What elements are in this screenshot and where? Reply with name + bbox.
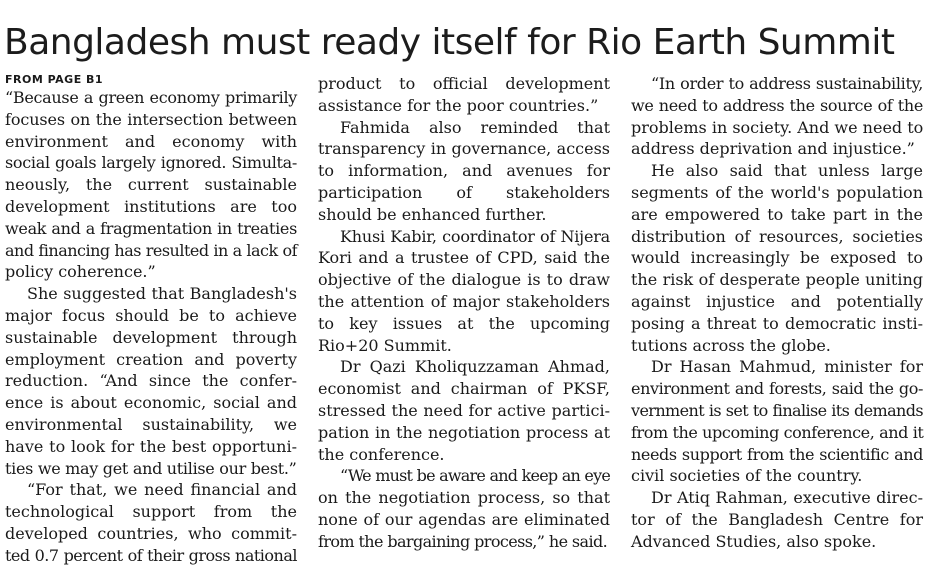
article-text-line: environmental sustainability, we: [5, 414, 297, 434]
article-text-line: to information, and avenues for: [318, 161, 610, 181]
article-text-line: environment and forests, said the go-: [631, 379, 923, 399]
article-text-line: Rio+20 Summit.: [318, 335, 452, 355]
article-text-line: economist and chairman of PKSF,: [318, 379, 610, 399]
article-headline: Bangladesh must ready itself for Rio Earth Summit: [4, 22, 895, 63]
article-text-line: major focus should be to achieve: [5, 305, 297, 325]
article-text-line: against injustice and potentially: [631, 291, 923, 311]
article-text-line: neously, the current sustainable: [5, 175, 297, 195]
article-column-2: [318, 73, 610, 553]
article-text-line: have to look for the best opportuni-: [5, 436, 297, 456]
article-text-line: the conference.: [318, 444, 445, 464]
article-column-1: [5, 73, 297, 567]
article-text-line: civil societies of the country.: [631, 466, 863, 486]
article-text-line: address deprivation and injustice.”: [631, 139, 915, 159]
article-text-line: technological support from the: [5, 502, 297, 522]
article-text-line: He also said that unless large: [651, 161, 923, 181]
article-text-line: problems in society. And we need to: [631, 117, 924, 137]
article-text-line: ties we may get and utilise our best.”: [5, 458, 297, 478]
article-text-line: Dr Atiq Rahman, executive direc-: [651, 488, 923, 508]
article-text-line: distribution of resources, societies: [631, 226, 923, 246]
article-text-line: “For that, we need financial and: [27, 480, 297, 500]
article-text-line: objective of the dialogue is to draw: [318, 270, 610, 290]
article-text-line: Khusi Kabir, coordinator of Nijera: [340, 226, 610, 246]
article-text-line: transparency in governance, access: [318, 139, 610, 159]
article-text-line: and financing has resulted in a lack of: [5, 240, 297, 260]
article-text-line: segments of the world's population: [631, 182, 923, 202]
article-text-line: tor of the Bangladesh Centre for: [631, 509, 923, 529]
article-text-line: “We must be aware and keep an eye: [340, 466, 610, 486]
article-text-line: the attention of major stakeholders: [318, 291, 610, 311]
article-text-line: social goals largely ignored. Simulta-: [5, 153, 297, 173]
article-text-line: Dr Hasan Mahmud, minister for: [651, 357, 923, 377]
article-text-line: Fahmida also reminded that: [340, 117, 610, 137]
article-column-3: [631, 73, 923, 553]
article-text-line: reduction. “And since the confer-: [5, 371, 297, 391]
article-text-line: we need to address the source of the: [631, 95, 923, 115]
article-text-line: Kori and a trustee of CPD, said the: [318, 248, 610, 268]
article-text-line: “In order to address sustainability,: [651, 74, 923, 93]
article-text-line: participation of stakeholders: [318, 182, 610, 202]
article-text-line: environment and economy with: [5, 131, 297, 151]
article-text-line: product to official development: [318, 74, 610, 93]
continuation-kicker: FROM PAGE B1: [5, 73, 104, 86]
article-text-line: to key issues at the upcoming: [318, 313, 610, 333]
article-text-line: on the negotiation process, so that: [318, 488, 610, 508]
article-text-line: none of our agendas are eliminated: [318, 509, 610, 529]
article-text-line: vernment is set to finalise its demands: [631, 400, 923, 420]
article-text-line: tutions across the globe.: [631, 335, 831, 355]
article-text-line: should be enhanced further.: [318, 204, 547, 224]
article-text-line: from the upcoming conference, and it: [631, 422, 924, 442]
article-text-line: ence is about economic, social and: [5, 393, 297, 413]
article-text-line: stressed the need for active partici-: [318, 400, 610, 420]
article-text-line: needs support from the scientific and: [631, 444, 923, 464]
article-text-line: She suggested that Bangladesh's: [27, 284, 297, 304]
article-text-line: the risk of desperate people uniting: [631, 270, 923, 290]
article-text-line: Dr Qazi Kholiquzzaman Ahmad,: [340, 357, 610, 377]
article-text-line: ted 0.7 percent of their gross national: [5, 545, 297, 565]
article-text-line: employment creation and poverty: [5, 349, 297, 369]
article-text-line: weak and a fragmentation in treaties: [5, 218, 297, 238]
article-text-line: from the bargaining process,” he said.: [318, 531, 608, 551]
article-text-line: posing a threat to democratic insti-: [631, 313, 923, 333]
article-text-line: focuses on the intersection between: [5, 109, 297, 129]
article-text-line: pation in the negotiation process at: [318, 422, 610, 442]
article-text-line: sustainable development through: [5, 327, 297, 347]
article-text-line: “Because a green economy primarily: [5, 88, 297, 107]
article-text-line: development institutions are too: [5, 196, 297, 216]
article-text-line: policy coherence.”: [5, 262, 156, 282]
article-text-line: assistance for the poor countries.”: [318, 95, 599, 115]
article-text-line: are empowered to take part in the: [631, 204, 923, 224]
article-text-line: developed countries, who commit-: [5, 523, 297, 543]
article-text-line: Advanced Studies, also spoke.: [631, 531, 877, 551]
article-text-line: would increasingly be exposed to: [631, 248, 923, 268]
